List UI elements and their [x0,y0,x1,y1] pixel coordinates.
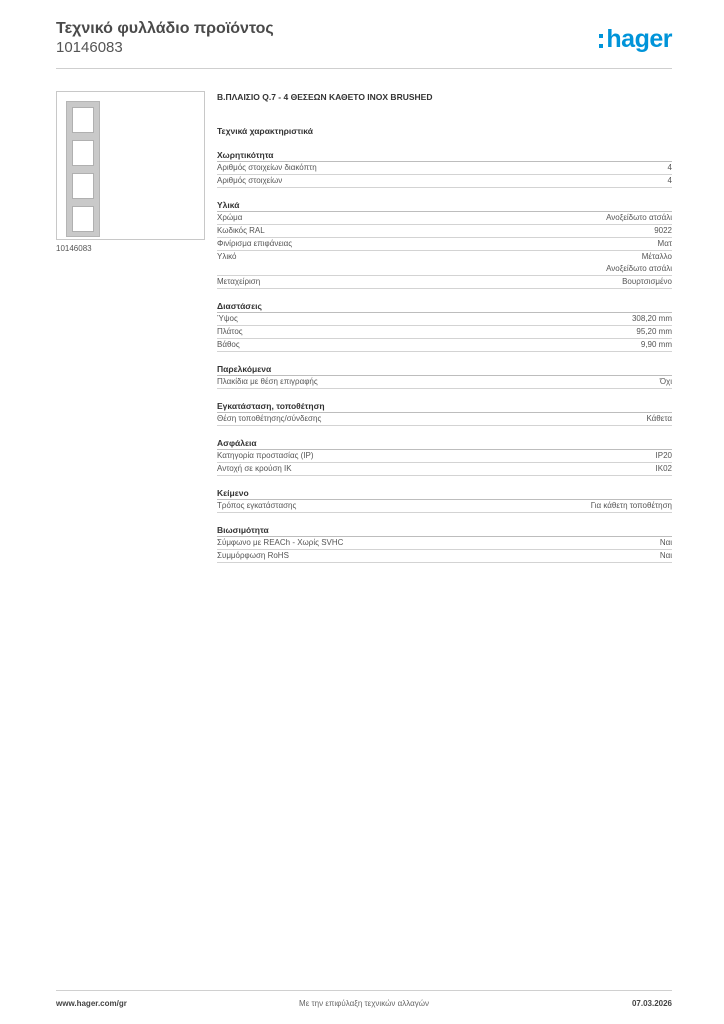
spec-value-line: 9022 [654,226,672,235]
spec-section [217,437,672,476]
spec-row [217,175,672,188]
frame-illustration [66,101,100,237]
frame-slot [72,140,94,166]
spec-row [217,339,672,352]
spec-label: Αριθμός στοιχείων διακόπτη [217,163,317,172]
spec-label: Μεταχείριση [217,277,261,286]
spec-value-line: Κάθετα [646,414,672,423]
spec-value [660,550,672,562]
section-title: Χωρητικότητα [217,149,672,162]
frame-slot [72,107,94,133]
spec-label: Σύμφωνο με REACh - Χωρίς SVHC [217,538,344,547]
spec-heading: Τεχνικά χαρακτηριστικά [217,126,313,136]
spec-label: Ύψος [217,314,238,323]
spec-row [217,550,672,563]
header-divider [56,68,672,69]
spec-label: Χρώμα [217,213,243,222]
spec-label: Συμμόρφωση RoHS [217,551,289,560]
spec-section [217,400,672,426]
spec-value-line: Βουρτσισμένο [622,277,672,286]
spec-value [660,376,672,388]
logo-text: hager [606,24,672,53]
spec-value [668,175,672,187]
spec-value [606,212,672,224]
section-title: Υλικά [217,199,672,212]
spec-section [217,149,672,188]
spec-value [622,276,672,288]
spec-content [217,91,672,563]
spec-label: Υλικό [217,252,237,261]
spec-section [217,524,672,563]
spec-row [217,251,672,276]
spec-value-line: Ανοξείδωτο ατσάλι [606,213,672,222]
spec-row [217,463,672,476]
spec-label: Κωδικός RAL [217,226,265,235]
spec-value-line: IP20 [655,451,672,460]
spec-row [217,376,672,389]
spec-label: Βάθος [217,340,240,349]
spec-value-line: Ναι [659,551,672,560]
spec-value-line: Μέταλλο [641,252,672,261]
spec-value-line: 308,20 mm [631,314,672,323]
spec-section [217,199,672,289]
spec-section [217,300,672,352]
spec-row [217,276,672,289]
spec-value-line: 9,90 mm [640,340,672,349]
section-title: Ασφάλεια [217,437,672,450]
spec-value [668,162,672,174]
spec-row [217,450,672,463]
section-title: Εγκατάσταση, τοποθέτηση [217,400,672,413]
section-title: Βιωσιμότητα [217,524,672,537]
spec-value-line: Για κάθετη τοποθέτηση [590,501,672,510]
spec-row [217,313,672,326]
section-title: Κείμενο [217,487,672,500]
footer-note: Με την επιφύλαξη τεχνικών αλλαγών [299,999,429,1008]
spec-section [217,363,672,389]
footer-divider [56,990,672,991]
footer-url-link[interactable]: www.hager.com/gr [56,999,127,1008]
spec-row [217,326,672,339]
document-title: Τεχνικό φυλλάδιο προϊόντος [56,20,274,37]
spec-row [217,500,672,513]
spec-value-line: 4 [667,163,672,172]
logo-dots-icon [599,34,603,48]
spec-value-line: Ματ [657,239,672,248]
product-name: Β.ΠΛΑΙΣΙΟ Q.7 - 4 ΘΕΣΕΩΝ ΚΑΘΕΤΟ INOX BRUSHED [217,92,433,102]
spec-value [632,313,672,325]
spec-row [217,162,672,175]
spec-label: Θέση τοποθέτησης/σύνδεσης [217,414,322,423]
spec-value-line: Ναι [659,538,672,547]
spec-value [606,251,672,275]
spec-label: Κατηγορία προστασίας (IP) [217,451,314,460]
spec-value-line: 95,20 mm [636,327,672,336]
footer-date: 07.03.2026 [631,999,672,1008]
page-footer [56,995,672,1009]
image-caption: 10146083 [56,244,92,253]
spec-label: Αριθμός στοιχείων [217,176,283,185]
spec-sections [217,149,672,563]
spec-section [217,487,672,513]
hager-logo[interactable] [599,24,672,54]
spec-label: Φινίρισμα επιφάνειας [217,239,293,248]
frame-slot [72,206,94,232]
spec-label: Τρόπος εγκατάστασης [217,501,297,510]
spec-value [636,326,672,338]
spec-label: Αντοχή σε κρούση IK [217,464,292,473]
spec-value [656,450,672,462]
spec-row [217,212,672,225]
spec-value [641,339,672,351]
spec-value-line: Όχι [659,377,672,386]
spec-value [654,225,672,237]
spec-label: Πλακίδια με θέση επιγραφής [217,377,318,386]
spec-value-line: IK02 [655,464,672,473]
document-number: 10146083 [56,39,123,56]
spec-value-line: Ανοξείδωτο ατσάλι [606,264,672,273]
page-header [56,20,672,68]
spec-value [658,238,672,250]
spec-row [217,238,672,251]
spec-value [646,413,672,425]
spec-label: Πλάτος [217,327,243,336]
spec-value [660,537,672,549]
spec-row [217,413,672,426]
spec-value-line: 4 [667,176,672,185]
spec-row [217,537,672,550]
section-title: Παρελκόμενα [217,363,672,376]
spec-value [591,500,672,512]
section-title: Διαστάσεις [217,300,672,313]
spec-row [217,225,672,238]
product-image [56,91,205,240]
spec-value [656,463,672,475]
frame-slot [72,173,94,199]
